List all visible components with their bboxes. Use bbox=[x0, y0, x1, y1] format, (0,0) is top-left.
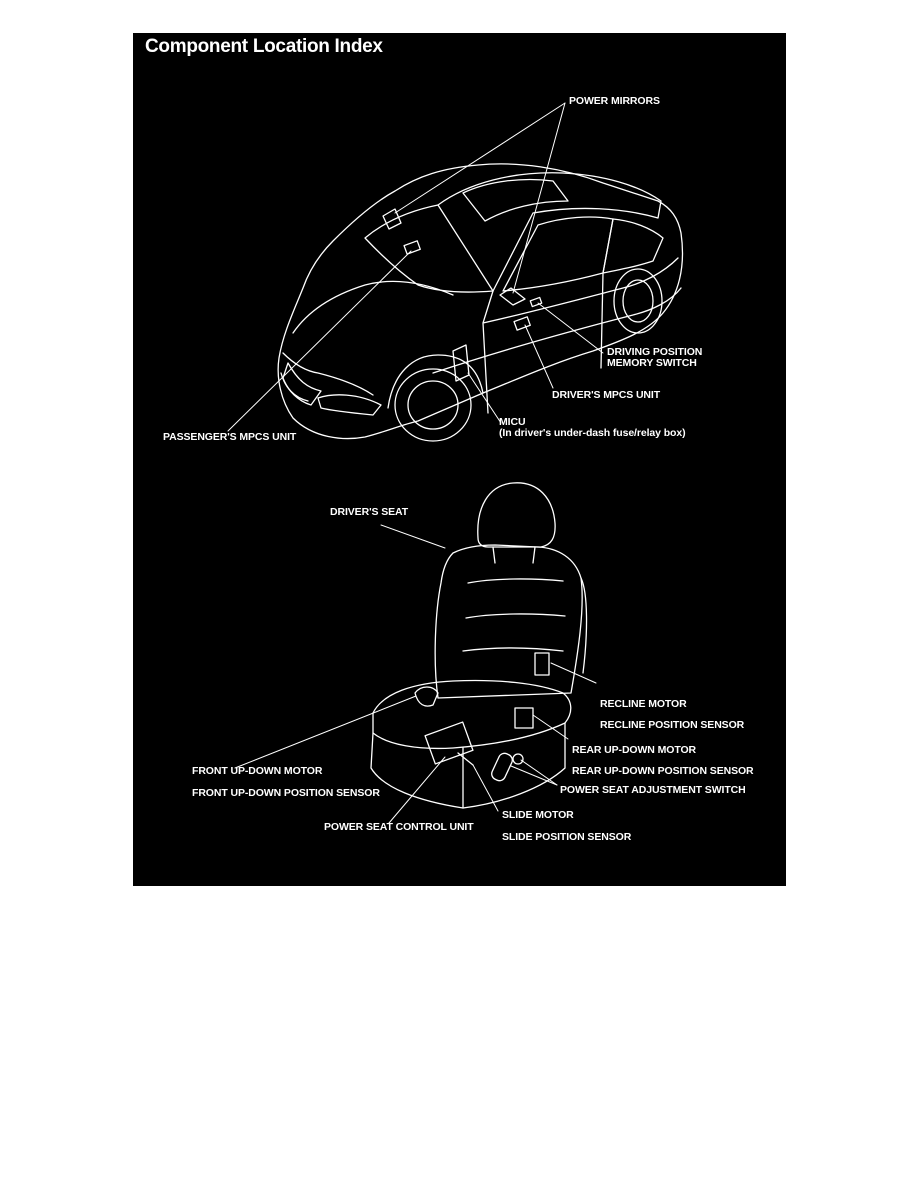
label-front-up-down-position-sensor: FRONT UP-DOWN POSITION SENSOR bbox=[192, 787, 380, 799]
label-front-up-down-motor: FRONT UP-DOWN MOTOR bbox=[192, 765, 323, 777]
headrest-posts bbox=[493, 547, 535, 563]
adjustment-knob-shape bbox=[513, 754, 523, 764]
label-passengers-mpcs-unit: PASSENGER'S MPCS UNIT bbox=[163, 431, 297, 443]
label-rear-up-down-position-sensor: REAR UP-DOWN POSITION SENSOR bbox=[572, 765, 754, 777]
label-slide-motor: SLIDE MOTOR bbox=[502, 809, 574, 821]
label-recline-position-sensor: RECLINE POSITION SENSOR bbox=[600, 719, 745, 731]
headlight bbox=[318, 395, 381, 415]
rear-door-window bbox=[603, 219, 663, 273]
seat-cushion bbox=[373, 681, 571, 749]
label-line: MICU bbox=[499, 416, 526, 428]
headrest bbox=[478, 483, 555, 547]
label-micu bbox=[499, 417, 685, 439]
label-power-mirrors: POWER MIRRORS bbox=[569, 95, 660, 107]
label-power-seat-control-unit: POWER SEAT CONTROL UNIT bbox=[324, 821, 474, 833]
front-fascia bbox=[281, 353, 373, 401]
diagram-panel bbox=[133, 33, 786, 886]
sunroof bbox=[463, 180, 568, 222]
page-title: Component Location Index bbox=[145, 36, 383, 57]
rear-wheel bbox=[614, 269, 662, 333]
rear-up-down-motor-shape bbox=[515, 708, 533, 728]
seatback-seams bbox=[463, 579, 565, 651]
label-driving-position-memory-switch bbox=[607, 347, 702, 369]
label-power-seat-adjustment-switch: POWER SEAT ADJUSTMENT SWITCH bbox=[560, 784, 746, 796]
label-rear-up-down-motor: REAR UP-DOWN MOTOR bbox=[572, 744, 697, 756]
power-seat-control-unit-shape bbox=[425, 722, 473, 764]
label-slide-position-sensor: SLIDE POSITION SENSOR bbox=[502, 831, 632, 843]
line-art bbox=[133, 33, 786, 886]
front-door-window bbox=[503, 217, 613, 291]
recline-motor-shape bbox=[535, 653, 549, 675]
drivers-mpcs-unit-shape bbox=[514, 317, 530, 330]
label-line: (In driver's under-dash fuse/relay box) bbox=[499, 427, 686, 439]
seatback bbox=[435, 545, 582, 698]
adjustment-switch-shape bbox=[490, 751, 515, 782]
label-line: DRIVING POSITION bbox=[607, 346, 703, 358]
seat-leader-lines bbox=[235, 525, 596, 823]
front-wheel-rim bbox=[408, 381, 458, 429]
label-line: MEMORY SWITCH bbox=[607, 357, 697, 369]
label-drivers-seat: DRIVER'S SEAT bbox=[330, 506, 409, 518]
rear-wheel-rim bbox=[623, 280, 653, 322]
seat-illustration bbox=[371, 483, 587, 808]
label-recline-motor: RECLINE MOTOR bbox=[600, 698, 687, 710]
passenger-mpcs-unit-shape bbox=[404, 241, 420, 254]
front-up-down-motor-shape bbox=[415, 687, 438, 706]
passenger-mirror bbox=[383, 209, 401, 229]
hood-line bbox=[293, 281, 453, 333]
slide-motor-shape bbox=[458, 753, 473, 765]
label-drivers-mpcs-unit: DRIVER'S MPCS UNIT bbox=[552, 389, 661, 401]
